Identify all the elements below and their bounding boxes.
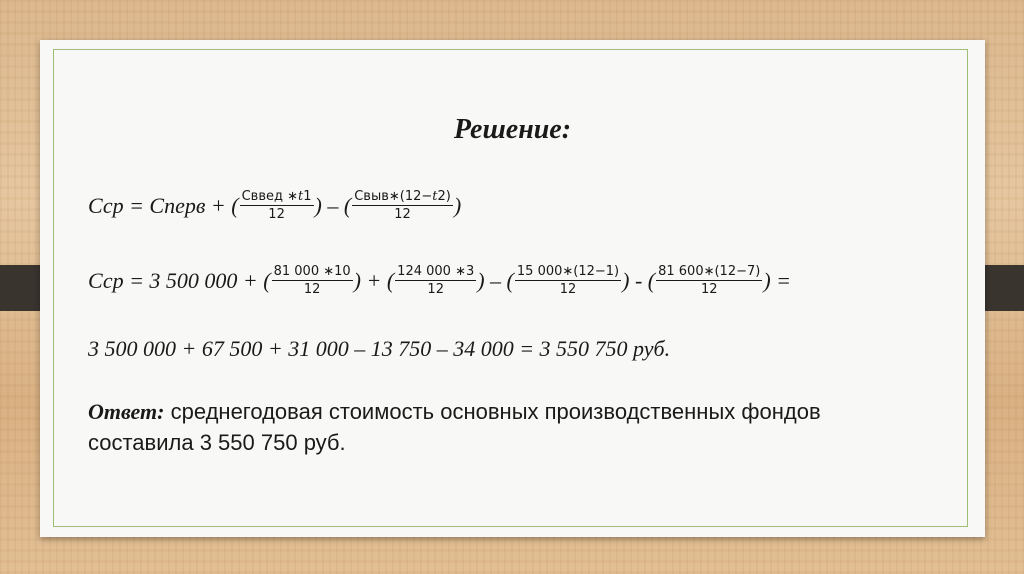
slide-paper	[40, 40, 985, 537]
result-line: 3 500 000 + 67 500 + 31 000 – 13 750 – 34 000 = 3 550 750 руб.	[88, 336, 671, 361]
formula2-op1: ) + (	[353, 267, 395, 293]
formula2-end: ) =	[763, 267, 792, 293]
formula2-fraction-1-denominator: 12	[303, 282, 321, 297]
formula2-op3: ) - (	[622, 267, 656, 293]
formula2-fraction-3-numerator: 15 000∗(12−1)	[516, 264, 620, 279]
answer-label: Ответ:	[88, 399, 165, 424]
formula1-fraction-out-numerator: Свыв∗(12−t2)	[354, 189, 451, 204]
formula1-end: )	[453, 192, 462, 218]
formula-substituted	[88, 263, 791, 298]
answer-text: среднегодовая стоимость основных производственных фондов составила 3 550 750 руб.	[88, 399, 821, 455]
formula2-fraction-4-denominator: 12	[700, 282, 718, 297]
formula2-fraction-4-numerator: 81 600∗(12−7)	[658, 264, 761, 279]
formula2-fraction-2-numerator: 124 000 ∗3	[397, 264, 475, 279]
formula1-fraction-out-denominator: 12	[394, 207, 411, 222]
formula1-fraction-out	[352, 188, 453, 223]
formula1-mid: ) – (	[314, 192, 352, 218]
formula2-op2: ) – (	[477, 267, 514, 293]
formula2-fraction-2-denominator: 12	[427, 282, 444, 297]
formula2-fraction-3-denominator: 12	[559, 282, 577, 297]
formula2-fraction-4	[656, 263, 762, 298]
formula1-fraction-in	[240, 188, 314, 223]
formula2-lhs: Сср = 3 500 000 + (	[88, 267, 271, 293]
formula2-fraction-3	[515, 263, 621, 298]
formula1-lhs: Сср = Сперв + (	[88, 192, 239, 218]
formula2-fraction-1	[272, 263, 353, 298]
formula2-fraction-2	[395, 263, 476, 298]
formula2-fraction-1-numerator: 81 000 ∗10	[273, 264, 351, 279]
slide-title: Решение:	[453, 114, 572, 145]
formula1-fraction-in-denominator: 12	[268, 207, 285, 222]
formula1-fraction-in-numerator: Сввед ∗t1	[241, 189, 312, 204]
formula-general	[88, 188, 461, 223]
answer-block	[88, 396, 908, 458]
